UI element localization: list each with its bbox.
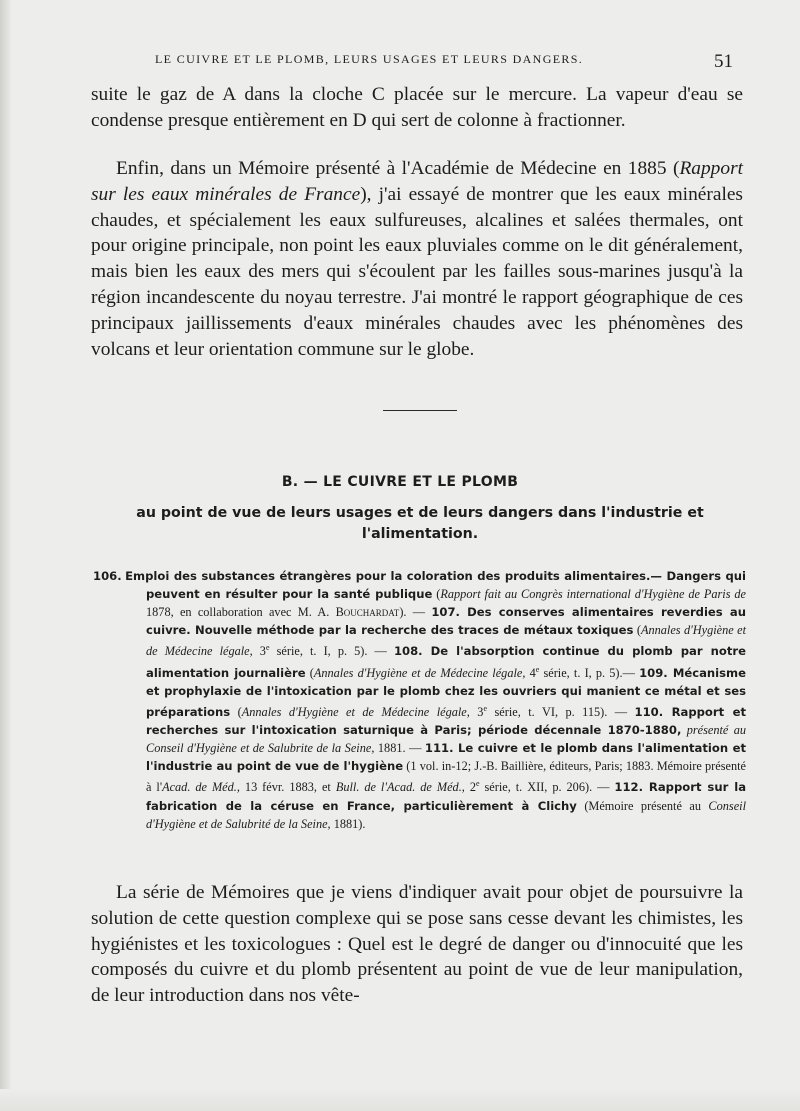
paragraph-text: Enfin, dans un Mémoire présenté à l'Académie de Médecine en 1885 (: [116, 158, 680, 179]
entry-citation: 3: [469, 704, 484, 719]
entry-citation-italic: Annales d'Hygiène et de Médecine légale,: [146, 623, 746, 659]
paragraph-continuation: suite le gaz de A dans la cloche C placée sur le mercure. La vapeur d'eau se condense presque entièrement en D qui sert de colonne à fractionner.: [91, 84, 743, 131]
entry-citation: 1881. —: [374, 741, 425, 756]
entry-citation: 3: [252, 644, 266, 659]
entry-citation: (: [633, 623, 641, 638]
section-divider: [383, 410, 457, 411]
entry-title: Mécanisme et prophylaxie de l'intoxication par le plomb chez les ouvriers qui manient ce métal et ses préparations: [146, 665, 746, 719]
entry-citation: (: [305, 665, 314, 680]
entry-citation-italic: Annales d'Hygiène et de Médecine légale,: [313, 665, 526, 680]
entry-title: Rapport sur la fabrication de la céruse en France, particulièrement à Clichy: [146, 780, 747, 813]
entry-title: Rapport et recherches sur l'intoxication saturnique à Paris; période décennale 1870-1880,: [146, 704, 746, 738]
entry-number: 112.: [614, 780, 643, 795]
entry-citation: série, t. I, p. 5). —: [269, 644, 394, 659]
entry-number: 106.: [93, 569, 122, 583]
entry-title: De l'absorption continue du plomb par notre alimentation journalière: [146, 644, 746, 680]
entry-citation-italic: Annales d'Hygiène et de Médecine légale,: [241, 704, 470, 719]
entry-citation: (1 vol. in-12; J.-B. Baillière, éditeurs, Paris; 1883. Mémoire présenté à l': [146, 759, 747, 795]
entry-title: Le cuivre et le plomb dans l'alimentation et l'industrie au point de vue de l'hygiène: [146, 741, 746, 774]
entry-title: Des conserves alimentaires reverdies au cuivre. Nouvelle méthode par la recherche des traces de métaux toxiques: [146, 605, 747, 638]
author-name: Bouchardat: [335, 605, 400, 620]
entry-number: 110.: [634, 704, 664, 719]
page-binding-edge: [0, 0, 12, 1111]
entry-citation-italic: Bull. de l'Acad. de Méd.,: [335, 780, 465, 795]
entry-number: 107.: [431, 605, 460, 620]
paragraph-series-memoires: La série de Mémoires que je viens d'indiquer avait pour objet de poursuivre la solution de cette question complexe qui se pose sans cesse devant les chimistes, les hygiénistes et les toxicologues : Quel est le degré de danger ou d'innocuité que les composés du cuivre et du plomb présentent au point de vue de leur manipulation, de leur introduction dans nos vête-: [91, 882, 743, 1007]
entry-citation: 4: [525, 665, 536, 680]
entry-number: 111.: [424, 741, 454, 756]
superscript: e: [265, 643, 270, 653]
paragraph-academie-memoire: [91, 156, 743, 362]
section-subtitle: au point de vue de leurs usages et de leurs dangers dans l'industrie et l'alimentation.: [136, 505, 704, 542]
entry-citation: série, t. I, p. 5).—: [539, 665, 640, 680]
entry-citation: 1878, en collaboration avec M. A.: [146, 605, 336, 620]
entry-citation: 2: [464, 780, 476, 795]
entry-citation: série, t. VI, p. 115). —: [487, 704, 635, 719]
entry-citation: ). —: [399, 605, 432, 620]
superscript: e: [483, 703, 488, 713]
entry-citation-italic: présenté au Conseil d'Hygiène et de Salubrite de la Seine,: [146, 723, 746, 756]
entry-citation: série, t. XII, p. 206). —: [479, 780, 615, 795]
report-title-italic: Rapport sur les eaux minérales de France: [91, 158, 743, 205]
entry-citation-italic: Acad. de Méd.,: [162, 780, 240, 795]
entry-citation: (: [432, 587, 441, 602]
entry-citation-italic: Rapport fait au Congrès international d'Hygiène de Paris de: [440, 587, 747, 602]
page-bottom-shade: [0, 1089, 800, 1111]
page-number: 51: [714, 51, 733, 72]
bibliography-list: [93, 567, 747, 833]
entry-citation: 1881).: [330, 816, 366, 831]
entry-citation: (Mémoire présenté au: [576, 798, 709, 813]
entry-citation: 13 févr. 1883, et: [239, 780, 336, 795]
superscript: e: [475, 779, 480, 789]
entry-number: 109.: [639, 665, 668, 680]
superscript: e: [535, 664, 540, 674]
entry-title: Emploi des substances étrangères pour la coloration des produits alimentaires.— Dangers qui peuvent en résulter pour la santé publique: [125, 569, 746, 602]
section-title: B. — LE CUIVRE ET LE PLOMB: [281, 474, 519, 490]
paragraph-text: ), j'ai essayé de montrer que les eaux minérales chaudes, et spécialement les eaux sulfureuses, alcalines et salées thermales, ont pour origine principale, non point les eaux pluviales comme on le dit généralement, mais bien les eaux des mers qui s'écoulent par les failles sous-marines jusqu'à la région incandescente du noyau terrestre. J'ai montré le rapport géographique de ces principaux jaillissements d'eaux minérales chaudes avec les phénomènes des volcans et leur orientation commune sur le globe.: [91, 183, 743, 360]
entry-citation: (: [230, 704, 242, 719]
running-header: LE CUIVRE ET LE PLOMB, LEURS USAGES ET LEURS DANGERS.: [155, 52, 584, 66]
entry-number: 108.: [393, 644, 423, 659]
entry-citation-italic: Conseil d'Hygiène et de Salubrité de la Seine,: [146, 798, 746, 831]
